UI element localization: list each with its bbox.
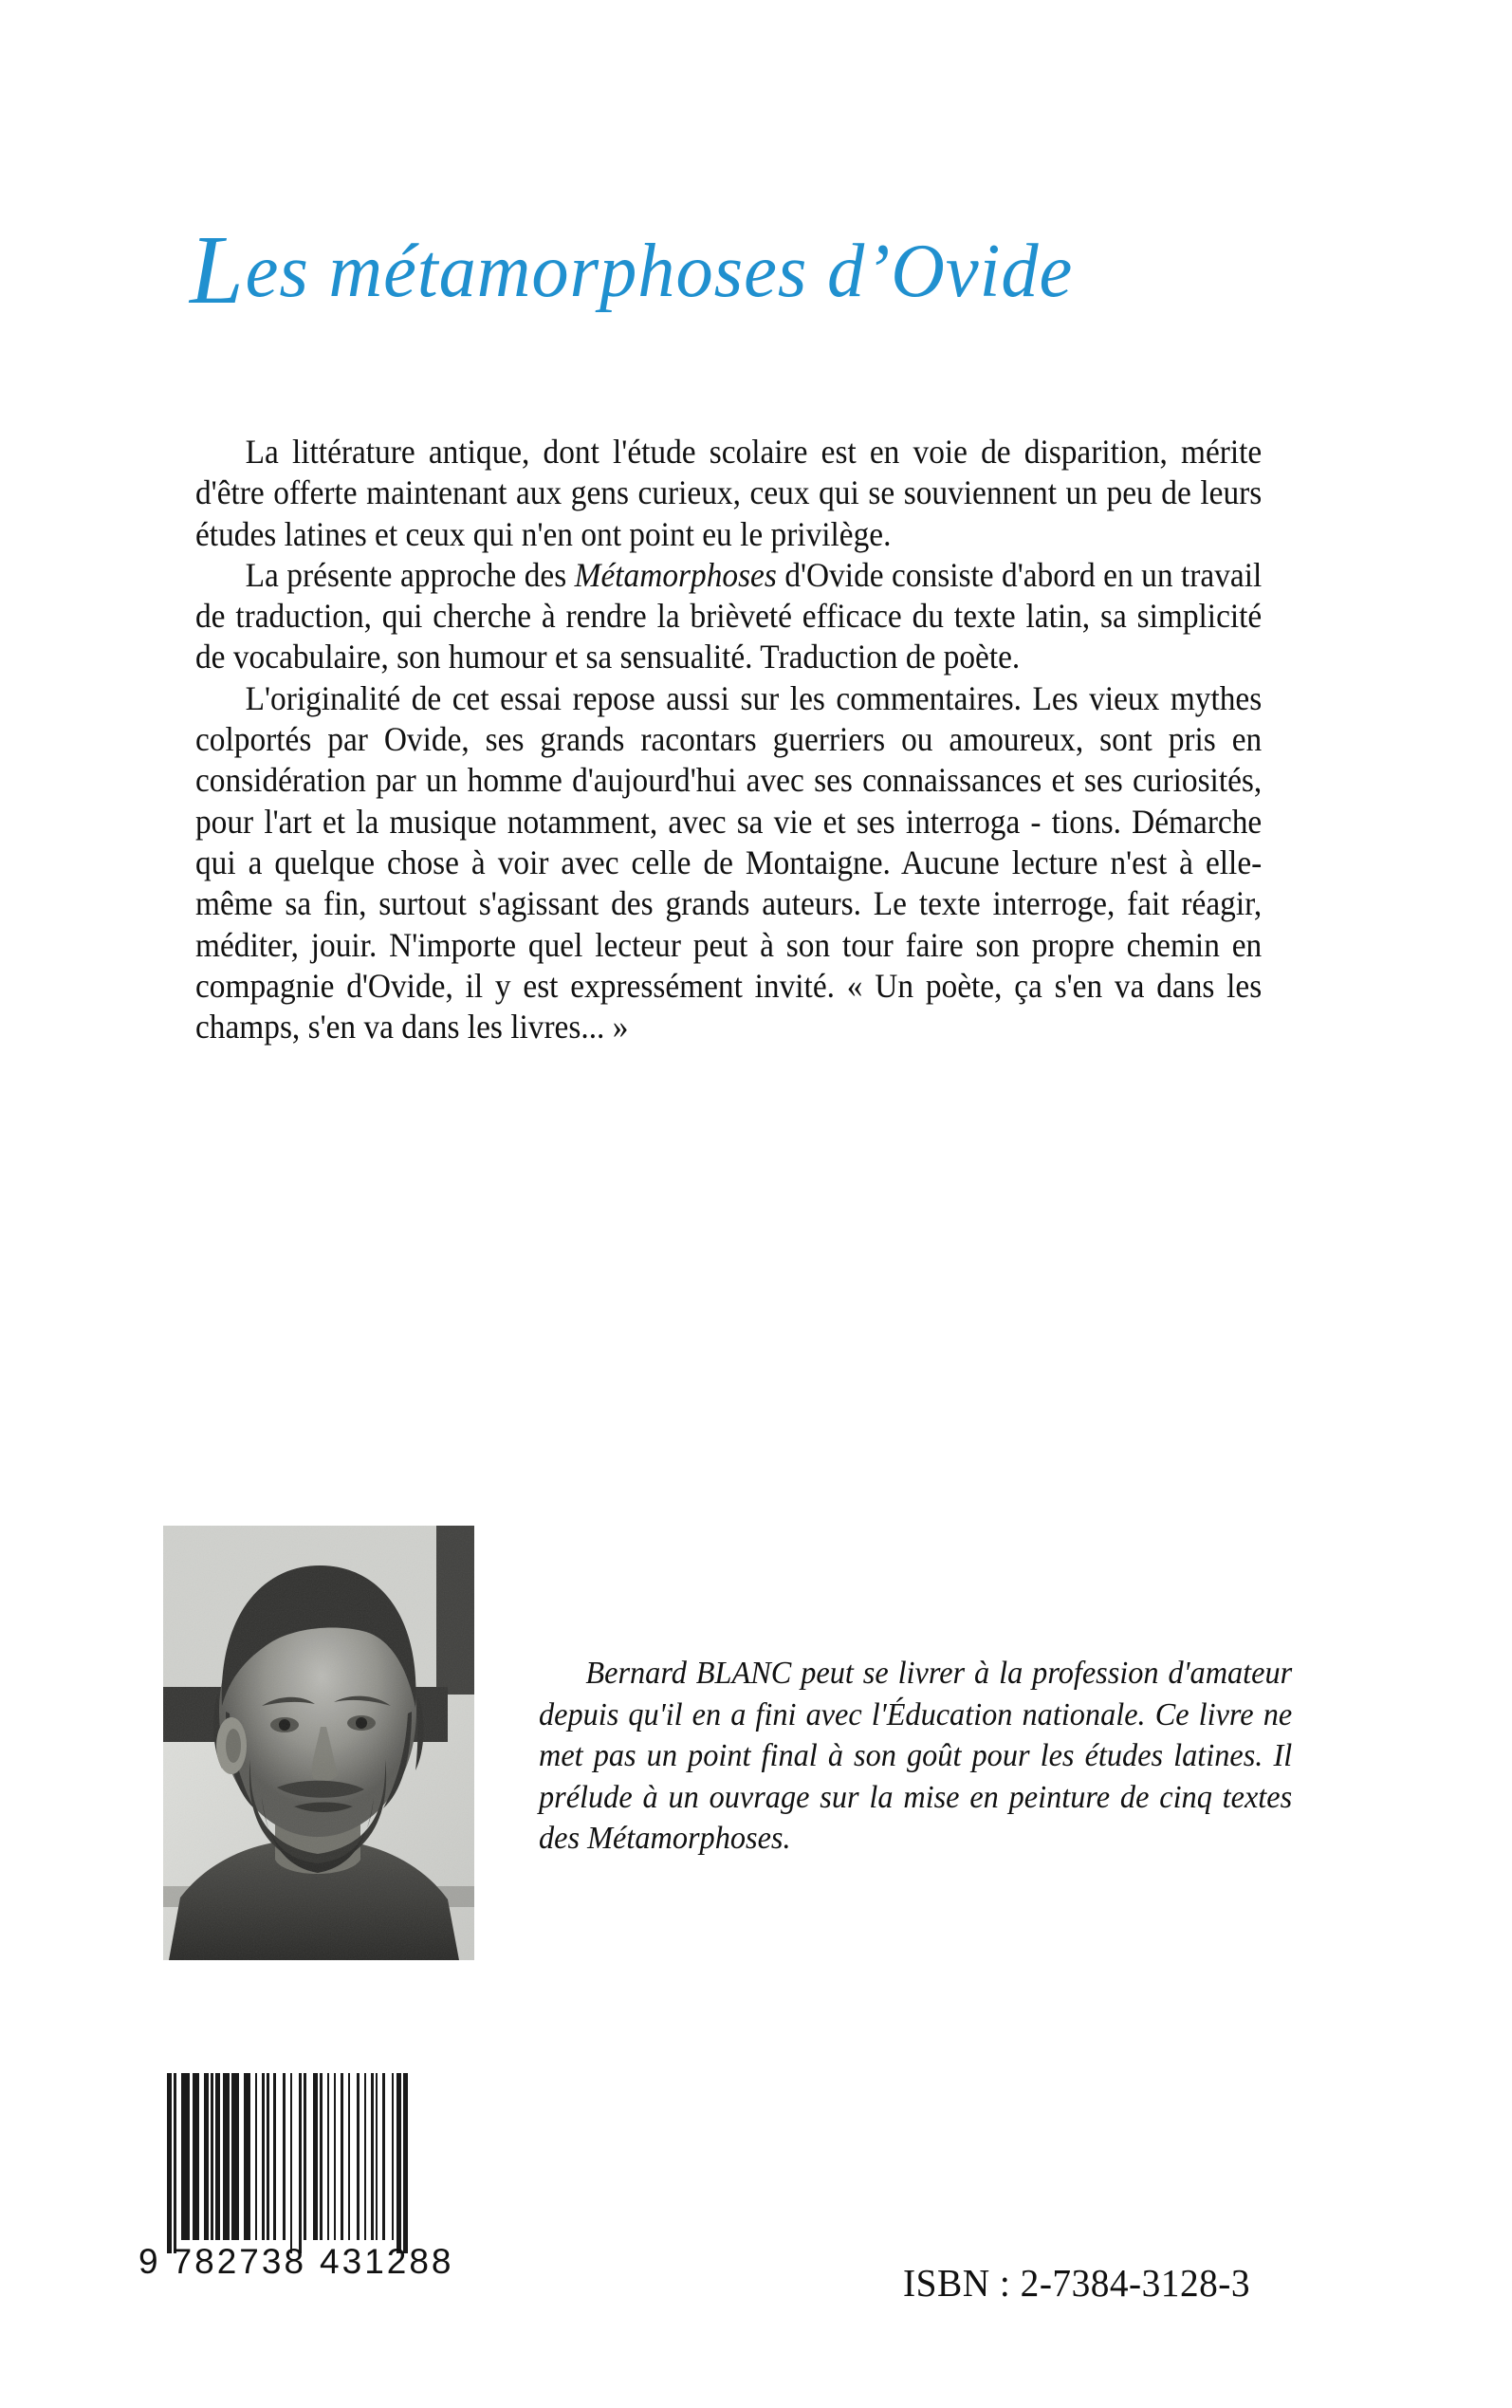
barcode-digits <box>138 2242 527 2282</box>
blurb-paragraph-3 <box>195 678 1262 1048</box>
blurb-run: L'originalité de cet essai repose aussi sur les commentaires. Les vieux mythes colportés par Ovide, ses grands racontars guerriers ou amoureux, sont pris en considération par un homme d'aujourd'hui avec ses connaissances et ses curiosités, pour l'art et la musique notamment, avec sa vie et ses interroga - tions. Démarche qui a quelque chose à voir avec celle de Montaigne. Aucune lecture n'est à elle-même sa fin, surtout s'agissant des grands auteurs. Le texte interroge, fait réagir, méditer, jouir. N'importe quel lecteur peut à son tour faire son propre chemin en compagnie d'Ovide, il y est expressément invité. « Un poète, ça s'en va dans les champs, s'en va dans les livres... » <box>195 678 1263 1047</box>
author-bio <box>539 1653 1292 1860</box>
page-title <box>190 215 1305 340</box>
author-portrait-image <box>163 1526 474 1960</box>
title-rest: es métamorphoses d’Ovide <box>245 230 1074 313</box>
barcode-group-left: 782738 <box>172 2242 307 2281</box>
barcode-bar <box>276 2073 283 2240</box>
barcode-bar <box>292 2073 299 2253</box>
barcode-bar <box>244 2073 250 2240</box>
blurb-run: d'Ovide consiste d'abord en un travail de traduction, qui cherche à rendre la brièveté efficace du texte latin, sa simplicité de vocabulaire, son humour et sa sensualité. Traduction de poète. <box>195 555 1263 676</box>
blurb-run-italic-title: Métamorphoses <box>574 555 777 594</box>
barcode-bar <box>223 2073 230 2240</box>
author-bio-paragraph: Bernard BLANC peut se livrer à la profession d'amateur depuis qu'il en a fini avec l'Éducation nationale. Ce livre ne met pas un point final à son goût pour les études latines. Il prélude à un ouvrage sur la mise en peinture de cinq textes des Métamorphoses. <box>539 1656 1293 1856</box>
barcode-bar <box>350 2073 357 2240</box>
barcode-bar <box>306 2073 313 2240</box>
author-photo <box>163 1526 474 1960</box>
barcode-bar <box>403 2073 408 2253</box>
isbn-line <box>903 2260 1250 2306</box>
blurb-paragraph-2 <box>195 555 1262 678</box>
isbn-value: 2-7384-3128-3 <box>1020 2261 1251 2305</box>
blurb-paragraph-1 <box>195 432 1262 555</box>
barcode-bar <box>231 2073 238 2240</box>
isbn-label: ISBN : <box>903 2261 1011 2305</box>
barcode <box>138 2073 499 2291</box>
barcode-group-right: 431288 <box>320 2242 454 2281</box>
barcode-bar <box>193 2073 199 2240</box>
blurb-run: La présente approche des <box>245 555 575 594</box>
barcode-lead-digit: 9 <box>138 2242 161 2281</box>
blurb-run: La littérature antique, dont l'étude scolaire est en voie de disparition, mérite d'être offerte maintenant aux gens curieux, ceux qui se souviennent un peu de leurs études latines et ceux qui n'en ont point eu le privilège. <box>195 433 1263 553</box>
barcode-bar <box>181 2073 191 2240</box>
blurb-text <box>195 432 1262 1047</box>
title-drop-cap: L <box>190 215 245 324</box>
barcode-bars <box>167 2073 499 2253</box>
barcode-bar <box>385 2073 392 2240</box>
